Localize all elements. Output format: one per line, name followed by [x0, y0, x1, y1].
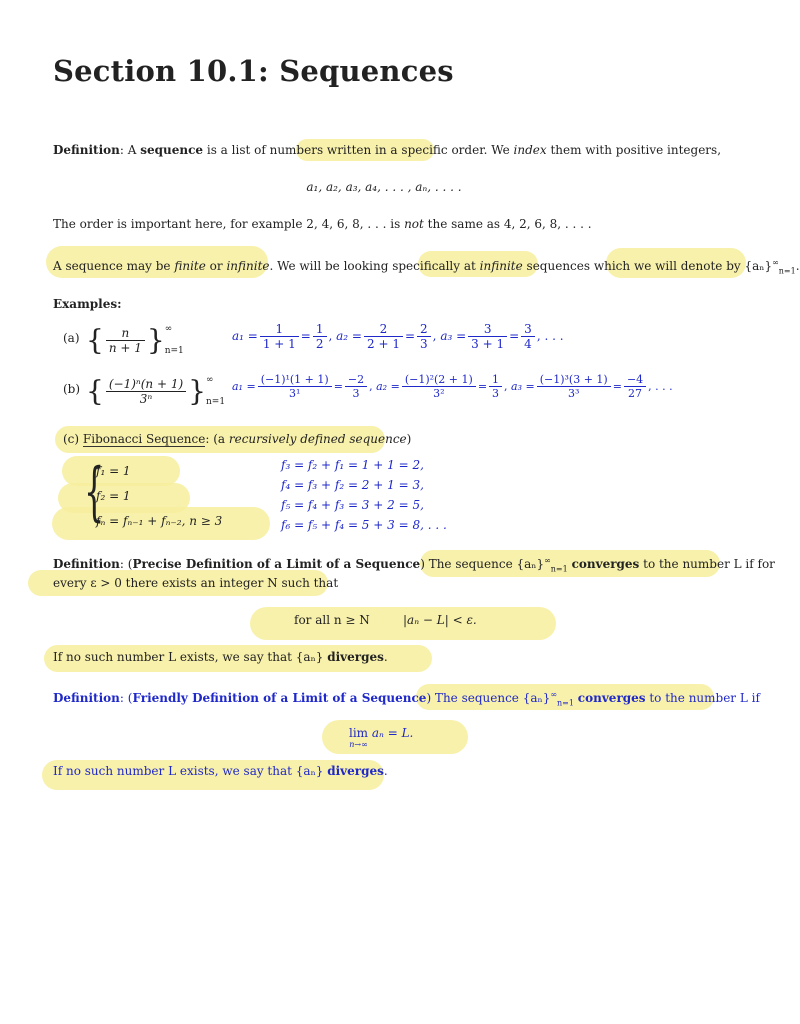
- fraction-denominator: 3ⁿ: [139, 391, 153, 406]
- definition-friendly-limit: [53, 690, 760, 707]
- diverges-note: [53, 650, 388, 664]
- definition-text: : A: [119, 143, 141, 157]
- fibonacci-term: f₄ = f₃ + f₂ = 2 + 1 = 3,: [281, 478, 424, 492]
- examples-heading: Examples:: [53, 297, 122, 311]
- emphasis: recursively defined sequence: [228, 432, 407, 446]
- limit-subscript: n→∞: [349, 740, 368, 749]
- example-b-set: { $\frac{\text{(−1)ⁿ(n + 1)}}{\text{3ⁿ}}$ } ∞ n=1: [86, 369, 225, 413]
- term: a₃ = $\frac{\text{(−1)³(3 + 1)}}{\text{3³}}$ = $\frac{-4}{27}$ , . . .: [511, 373, 673, 400]
- term: a₂ = $\frac{\text{(−1)²(2 + 1)}}{\text{3²}}$ = $\frac{1}{3}$ ,: [376, 373, 508, 400]
- emphasis: infinite: [226, 259, 270, 273]
- limit-operator: lim: [349, 726, 369, 740]
- superscript: ∞: [544, 556, 551, 565]
- note-text: sequences which we will denote by {aₙ}: [522, 259, 773, 273]
- definition-term: Definition: [53, 557, 120, 571]
- definition-precise-limit: [53, 556, 775, 573]
- note-text: If no such number L exists, we say that {aₙ}: [53, 650, 328, 664]
- sequence-display: a₁, a₂, a₃, a₄, . . . , aₙ, . . . .: [306, 180, 462, 194]
- subscript: n=1: [778, 266, 796, 276]
- example-a-label: (a): [63, 331, 80, 345]
- subscript: n=1: [550, 564, 568, 574]
- definition-line2: every ε > 0 there exists an integer N such that: [53, 576, 339, 590]
- definition-text: : (: [119, 557, 133, 571]
- fibonacci-term: f₃ = f₂ + f₁ = 1 + 1 = 2,: [281, 458, 424, 472]
- definition-text: them with positive integers,: [546, 143, 722, 157]
- emphasis: index: [513, 143, 547, 157]
- example-c-heading: [63, 432, 411, 446]
- definition-text: to the number L if for: [639, 557, 775, 571]
- definition-name: Precise Definition of a Limit of a Sequence: [132, 557, 421, 571]
- limit-expression: [349, 727, 413, 749]
- subscript: n=1: [164, 346, 184, 356]
- case-line: f₂ = 1: [96, 489, 131, 503]
- emphasis: finite: [174, 259, 206, 273]
- case-line: f₁ = 1: [96, 464, 131, 478]
- keyword: sequence: [140, 143, 204, 157]
- definition-term: Definition: [53, 143, 120, 157]
- example-a-terms: [232, 322, 564, 351]
- note-text: . We will be looking specifically at: [269, 259, 480, 273]
- limit-rest: aₙ = L.: [371, 726, 414, 740]
- fraction-numerator: n: [106, 326, 145, 341]
- example-a-set: { $\frac{n}{n + 1}$ } ∞ n=1: [86, 318, 184, 362]
- keyword: converges: [577, 691, 646, 705]
- subscript: n=1: [557, 698, 574, 708]
- definition-text: to the number L if: [645, 691, 760, 705]
- cases-brace: {: [84, 455, 105, 529]
- definition-term: Definition: [53, 691, 120, 705]
- fibonacci-name: Fibonacci Sequence: [82, 432, 206, 446]
- term: a₁ = $\frac{\text{(−1)¹(1 + 1)}}{\text{3¹}}$ = $\frac{-2}{3}$ ,: [232, 373, 373, 400]
- note-text: A sequence may be: [53, 259, 175, 273]
- term: a₁ = $\frac{1}{1 + 1}$ = $\frac{1}{2}$ ,: [232, 322, 333, 351]
- emphasis: not: [404, 217, 424, 231]
- fibonacci-term: f₅ = f₄ + f₃ = 3 + 2 = 5,: [281, 498, 424, 512]
- subscript: n=1: [205, 397, 226, 407]
- superscript: ∞: [164, 324, 173, 334]
- limit-condition-right: |aₙ − L| < ε.: [403, 613, 477, 627]
- superscript: ∞: [205, 375, 214, 385]
- note-text: .: [795, 259, 800, 273]
- definition-name: Friendly Definition of a Limit of a Sequence: [132, 691, 427, 705]
- heading-text: ): [406, 432, 412, 446]
- keyword: diverges: [327, 764, 384, 778]
- order-note-text: the same as 4, 2, 6, 8, . . . .: [423, 217, 592, 231]
- definition-text: : (: [119, 691, 133, 705]
- example-b-terms: [232, 373, 673, 400]
- superscript: ∞: [550, 690, 558, 699]
- fraction-denominator: n + 1: [108, 340, 142, 355]
- definition-sequence: [53, 143, 721, 157]
- example-b-label: (b): [63, 382, 81, 396]
- emphasis: infinite: [479, 259, 523, 273]
- examples-label: Examples: [53, 297, 118, 311]
- heading-text: : (a: [205, 432, 229, 446]
- definition-text: ) The sequence {aₙ}: [420, 557, 545, 571]
- note-text: .: [383, 650, 388, 664]
- term: a₂ = $\frac{2}{2 + 1}$ = $\frac{2}{3}$ ,: [336, 322, 437, 351]
- diverges-note-friendly: [53, 764, 388, 778]
- page-title: Section 10.1: Sequences: [53, 54, 454, 88]
- fraction-numerator: (−1)ⁿ(n + 1): [106, 377, 186, 392]
- superscript: ∞: [772, 258, 779, 267]
- fibonacci-term: f₆ = f₅ + f₄ = 5 + 3 = 8, . . .: [281, 518, 447, 532]
- definition-text: is a list of numbers written in a specific order. We: [203, 143, 514, 157]
- keyword: diverges: [327, 650, 384, 664]
- case-line: fₙ = fₙ₋₁ + fₙ₋₂, n ≥ 3: [96, 514, 223, 528]
- definition-text: ) The sequence {aₙ}: [426, 691, 551, 705]
- keyword: converges: [571, 557, 640, 571]
- term: a₃ = $\frac{3}{3 + 1}$ = $\frac{3}{4}$ , . . .: [440, 322, 564, 351]
- note-text: or: [205, 259, 227, 273]
- note-text: .: [383, 764, 388, 778]
- order-note-text: The order is important here, for example 2, 4, 6, 8, . . . is: [53, 217, 405, 231]
- finite-infinite-note: [53, 258, 800, 275]
- note-text: If no such number L exists, we say that {aₙ}: [53, 764, 328, 778]
- example-c-label: (c): [63, 432, 80, 446]
- order-note: [53, 217, 592, 231]
- limit-condition-left: for all n ≥ N: [294, 613, 370, 627]
